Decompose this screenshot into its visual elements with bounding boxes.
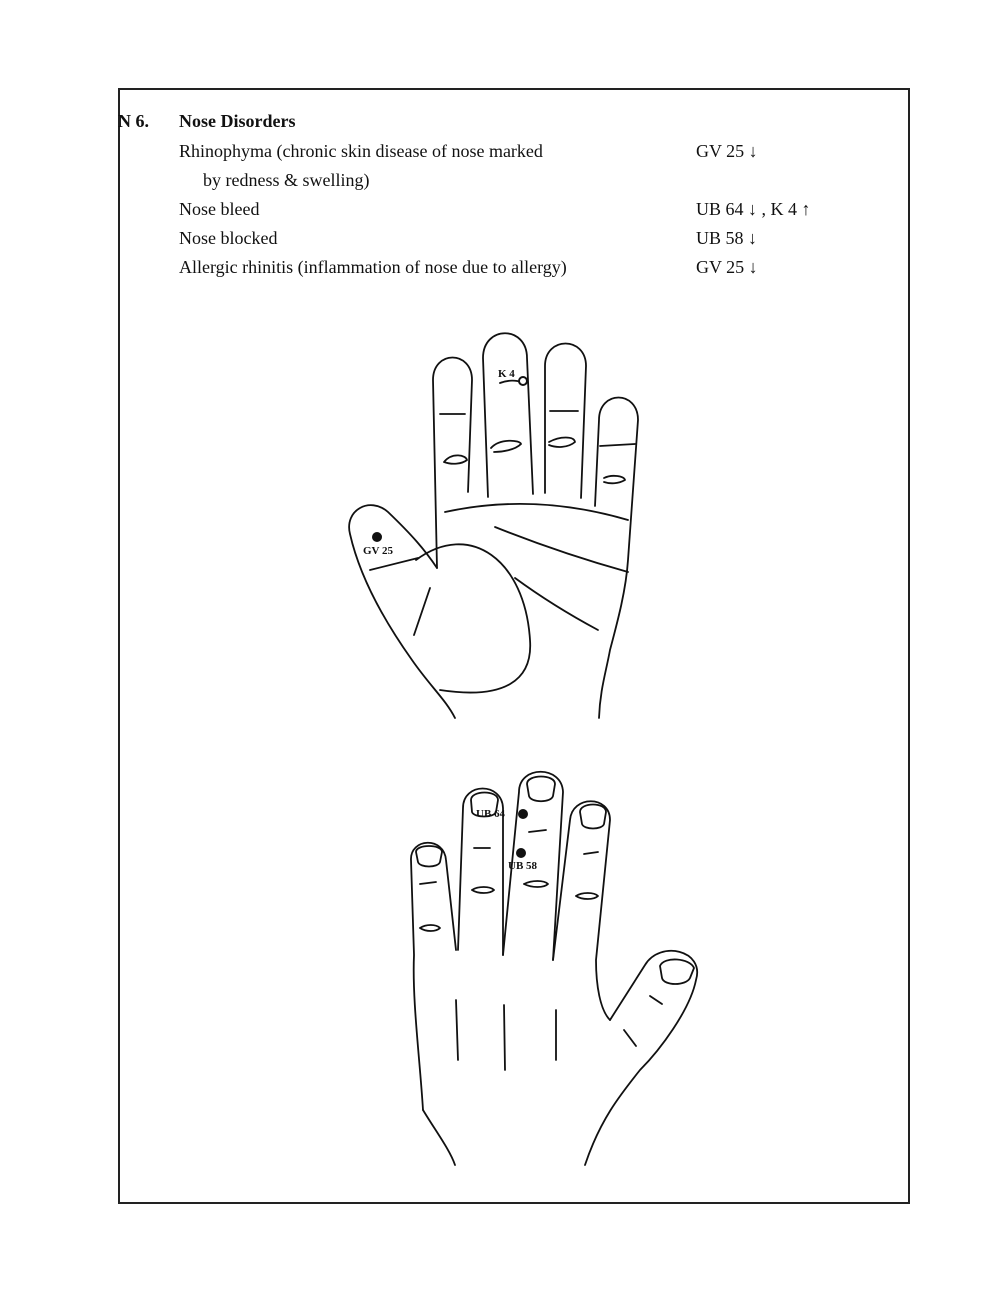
dorsal-hand-outline: [411, 772, 697, 1165]
section-title: Nose Disorders: [179, 111, 296, 131]
ub64-marker: [518, 809, 528, 819]
section-number: N 6.: [118, 111, 149, 131]
k4-label: K 4: [498, 368, 515, 380]
points-allergic-rhinitis: GV 25 ↓: [696, 257, 758, 277]
points-nose-blocked: UB 58 ↓: [696, 228, 758, 248]
ub64-label: UB 64: [476, 808, 506, 820]
condition-allergic-rhinitis: Allergic rhinitis (inflammation of nose due to allergy): [179, 257, 567, 277]
condition-rhinophyma: Rhinophyma (chronic skin disease of nose marked: [179, 141, 543, 161]
ub58-marker: [516, 848, 526, 858]
gv25-label: GV 25: [363, 545, 394, 557]
condition-nose-bleed: Nose bleed: [179, 199, 260, 219]
points-nose-bleed: UB 64 ↓ , K 4 ↑: [696, 199, 811, 219]
condition-nose-blocked: Nose blocked: [179, 228, 278, 248]
ub58-label: UB 58: [508, 860, 538, 872]
points-rhinophyma: GV 25 ↓: [696, 141, 758, 161]
condition-rhinophyma-cont: by redness & swelling): [203, 170, 370, 190]
